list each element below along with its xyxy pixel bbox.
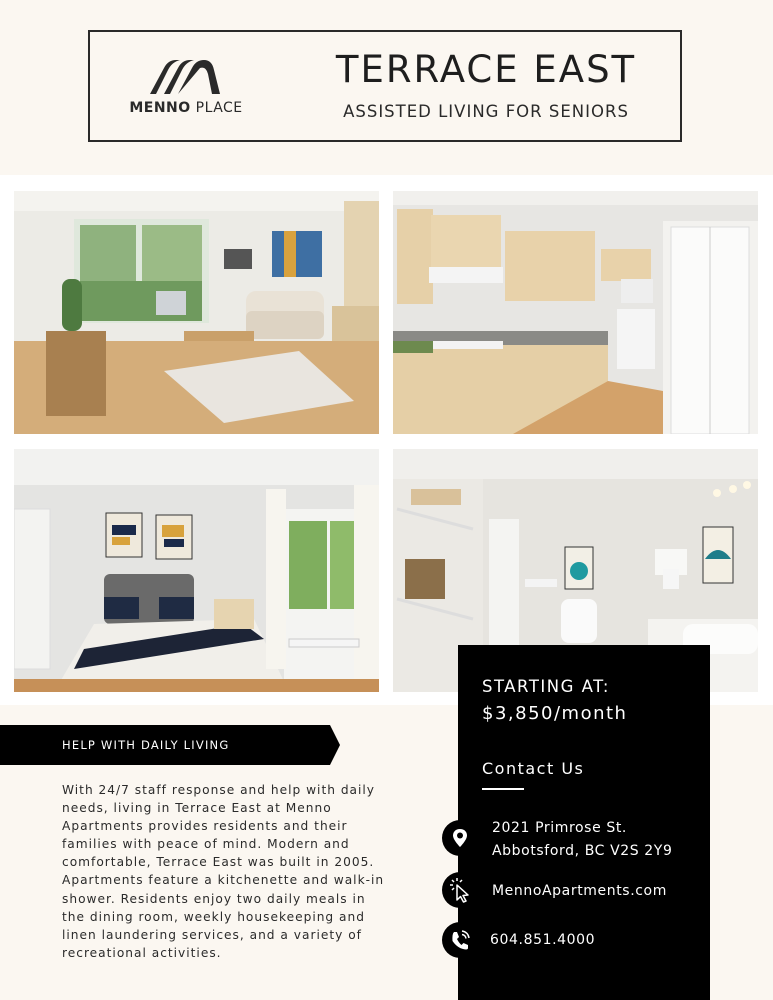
- logo-text: MENNO PLACE: [129, 100, 243, 116]
- contact-divider: [482, 788, 524, 790]
- address-line-2: Abbotsford, BC V2S 2Y9: [492, 843, 673, 859]
- location-pin-icon: [442, 820, 478, 856]
- click-cursor-icon: [442, 872, 478, 908]
- header-box: [88, 30, 682, 142]
- address-line-1: 2021 Primrose St.: [492, 820, 627, 836]
- kitchen-photo: [393, 191, 758, 434]
- logo-mark-icon: [150, 60, 222, 94]
- bedroom-photo: [14, 449, 379, 692]
- page-subtitle: ASSISTED LIVING FOR SENIORS: [343, 102, 629, 121]
- banner-label: HELP WITH DAILY LIVING: [62, 738, 230, 752]
- contact-heading: Contact Us: [482, 759, 585, 778]
- description-text: With 24/7 staff response and help with daily needs, living in Terrace East at Menno Apartments provides residents and their families with peace of mind. Modern and comfortable, Terrace East was built in 2005. Apartments feature a kitchenette and walk-in shower. Residents enjoy two daily meals in the dining room, weekly housekeeping and linen laundering services, and a variety of recreational activities.: [62, 783, 385, 960]
- menno-place-logo: [126, 60, 246, 120]
- living-room-photo: [14, 191, 379, 434]
- price-heading: STARTING AT:: [482, 677, 610, 696]
- info-panel: [458, 645, 710, 1000]
- website-link[interactable]: MennoApartments.com: [492, 883, 667, 899]
- price-value: $3,850/month: [482, 703, 628, 724]
- section-banner: [0, 725, 340, 765]
- page-title: TERRACE EAST: [335, 48, 637, 91]
- phone-number[interactable]: 604.851.4000: [490, 932, 596, 948]
- phone-icon: [442, 922, 478, 958]
